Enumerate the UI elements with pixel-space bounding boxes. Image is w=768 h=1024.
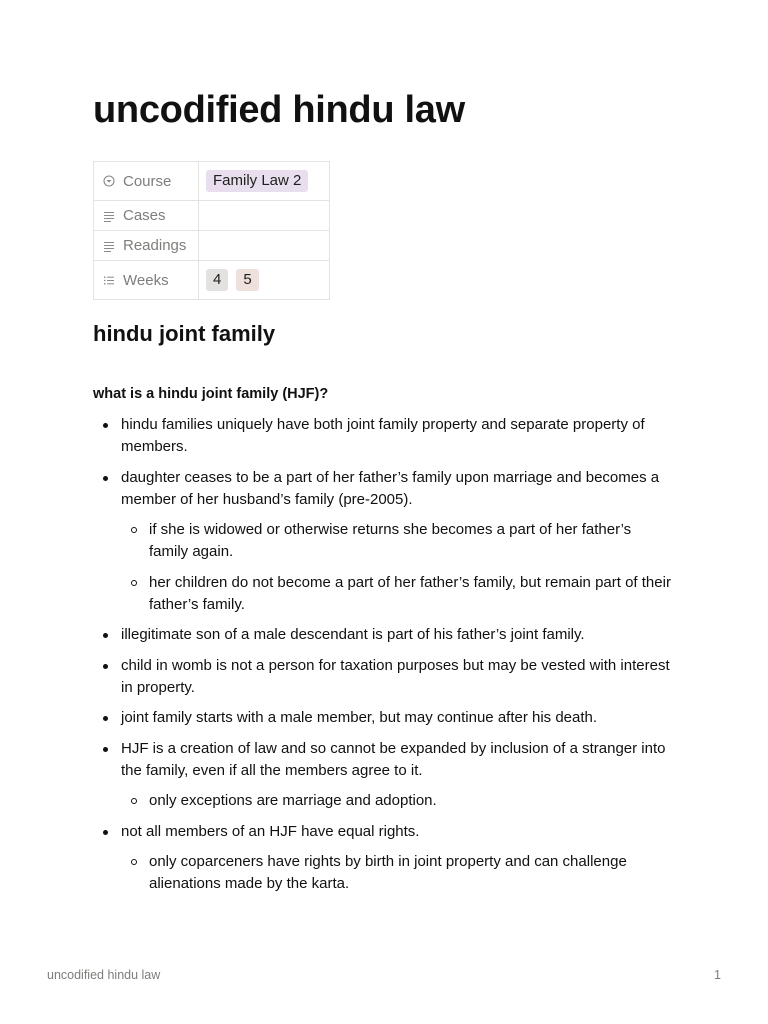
list-item-text: hindu families uniquely have both joint family property and separate property of members. [121, 416, 645, 455]
sub-bullet-list [121, 851, 671, 895]
property-row-readings [94, 231, 330, 261]
list-item [93, 707, 671, 729]
select-icon [103, 175, 115, 187]
sub-list-item [121, 851, 671, 895]
property-row-cases [94, 201, 330, 231]
list-item [93, 414, 671, 458]
property-row-course [94, 162, 330, 201]
sub-bullet-list [121, 519, 671, 616]
property-label-course: Course [123, 172, 172, 190]
week-tag[interactable]: 5 [236, 269, 258, 291]
sub-list-item-text: her children do not become a part of her father’s family, but remain part of their father’s family. [149, 573, 671, 613]
sub-list-item-text: only coparceners have rights by birth in joint property and can challenge alienations made by the karta. [149, 853, 627, 892]
list-item-text: not all members of an HJF have equal rights. [121, 822, 420, 840]
text-lines-icon [103, 240, 115, 252]
sub-list-item-text: if she is widowed or otherwise returns she becomes a part of her father’s family again. [149, 521, 632, 560]
footer-title: uncodified hindu law [47, 968, 161, 982]
property-name-cell [94, 261, 199, 300]
section-heading: hindu joint family [93, 321, 276, 346]
list-item [93, 821, 671, 896]
properties-table [93, 161, 330, 300]
list-item [93, 738, 671, 813]
sub-list-item [121, 790, 671, 812]
page-title: uncodified hindu law [93, 89, 465, 131]
sub-bullet-list [121, 790, 671, 812]
list-item-text: daughter ceases to be a part of her father’s family upon marriage and becomes a member of her husband’s family (pre-2005). [121, 468, 660, 508]
list-item-text: joint family starts with a male member, but may continue after his death. [121, 709, 598, 726]
list-item-text: illegitimate son of a male descendant is part of his father’s joint family. [121, 626, 585, 643]
sub-list-item [121, 572, 671, 616]
property-name-cell [94, 231, 199, 261]
bullet-list [93, 414, 671, 904]
list-icon [103, 274, 115, 286]
property-label-readings: Readings [123, 237, 187, 254]
page-number: 1 [714, 968, 721, 982]
property-row-weeks [94, 261, 330, 300]
course-tag[interactable]: Family Law 2 [206, 170, 308, 192]
text-lines-icon [103, 210, 115, 222]
question-heading: what is a hindu joint family (HJF)? [93, 386, 329, 402]
property-value-cell-cases[interactable] [199, 201, 330, 231]
week-tag[interactable]: 4 [206, 269, 228, 291]
list-item-text: HJF is a creation of law and so cannot be expanded by inclusion of a stranger into the family, even if all the members agree to it. [121, 739, 666, 779]
list-item [93, 655, 671, 699]
property-name-cell [94, 162, 199, 201]
property-label-weeks: Weeks [123, 271, 169, 289]
property-name-cell [94, 201, 199, 231]
sub-list-item-text: only exceptions are marriage and adoption. [149, 792, 437, 809]
property-label-cases: Cases [123, 207, 166, 224]
list-item-text: child in womb is not a person for taxation purposes but may be vested with interest in property. [121, 656, 670, 696]
list-item [93, 624, 671, 646]
property-value-cell-weeks[interactable] [199, 261, 330, 300]
property-value-cell-course[interactable] [199, 162, 330, 201]
list-item [93, 467, 671, 616]
sub-list-item [121, 519, 671, 563]
property-value-cell-readings[interactable] [199, 231, 330, 261]
